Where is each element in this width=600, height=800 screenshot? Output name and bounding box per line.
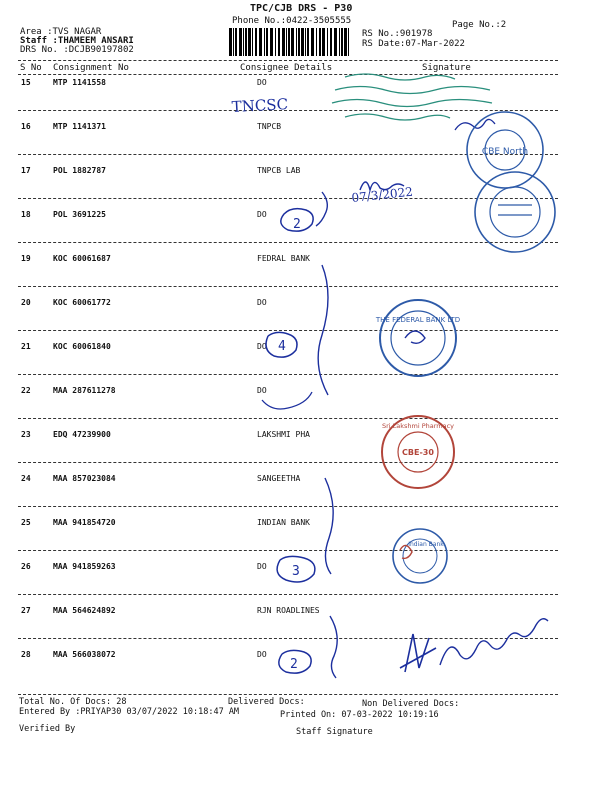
row-consignee: RJN ROADLINES xyxy=(257,606,320,615)
row-sno: 22 xyxy=(21,386,31,395)
row-consignment-no: MAA 941859263 xyxy=(53,562,116,571)
row-sno: 16 xyxy=(21,122,31,131)
document-title: TPC/CJB DRS - P30 xyxy=(250,3,353,14)
row-consignment-no: MAA 941854720 xyxy=(53,518,116,527)
row-sno: 20 xyxy=(21,298,31,307)
page-number: Page No.:2 xyxy=(452,20,507,30)
indian-bank-stamp xyxy=(393,529,447,583)
indian-bank-label: Indian Bank xyxy=(408,541,444,548)
row-consignee: DO xyxy=(257,342,267,351)
row-consignee: LAKSHMI PHA xyxy=(257,430,310,439)
underline-row22 xyxy=(262,392,312,409)
row-sno: 25 xyxy=(21,518,31,527)
handwritten-count-3: 3 xyxy=(292,564,300,579)
footer-rule xyxy=(18,694,558,695)
brace-rows27-28 xyxy=(330,616,337,678)
row-consignment-no: KOC 60061772 xyxy=(53,298,111,307)
row-sno: 24 xyxy=(21,474,31,483)
row-consignee: DO xyxy=(257,298,267,307)
row-consignment-no: MAA 564624892 xyxy=(53,606,116,615)
handwritten-tncsc: TNCSC xyxy=(231,95,289,116)
cbe30-label: CBE-30 xyxy=(402,448,434,457)
row-consignment-no: MAA 566038072 xyxy=(53,650,116,659)
row-consignment-no: EDQ 47239900 xyxy=(53,430,111,439)
row-consignee: INDIAN BANK xyxy=(257,518,310,527)
cbe-north-label: CBE North xyxy=(481,147,529,157)
federal-bank-stamp xyxy=(375,300,460,376)
rs-date: RS Date:07-Mar-2022 xyxy=(362,39,465,49)
row-sno: 23 xyxy=(21,430,31,439)
row-consignment-no: POL 3691225 xyxy=(53,210,106,219)
staff-signature: Staff Signature xyxy=(296,727,373,737)
row-consignment-no: MAA 287611278 xyxy=(53,386,116,395)
lakshmi-label: Sri Lakshmi Pharmacy xyxy=(381,422,455,430)
row-sno: 26 xyxy=(21,562,31,571)
handwritten-count-2a: 2 xyxy=(293,217,301,232)
cbe-north-stamp xyxy=(467,112,543,188)
brace-rows24-26 xyxy=(325,478,333,574)
row-consignment-no: KOC 60061687 xyxy=(53,254,111,263)
handwritten-date: 07/3/2022 xyxy=(350,184,414,205)
brace-row18 xyxy=(316,192,327,226)
row-sno: 17 xyxy=(21,166,31,175)
row-consignee: DO xyxy=(257,210,267,219)
signature-row27-mark xyxy=(400,634,436,672)
phone-number: Phone No.:0422-3505555 xyxy=(232,16,352,26)
row-consignee: DO xyxy=(257,386,267,395)
lakshmi-pharmacy-stamp xyxy=(382,416,454,488)
row-sno: 27 xyxy=(21,606,31,615)
handwritten-count-4: 4 xyxy=(278,339,286,354)
tncsc-stamp xyxy=(332,74,492,120)
col-sno: S No xyxy=(20,63,42,73)
col-signature: Signature xyxy=(422,63,471,73)
federal-bank-label: THE FEDERAL BANK LTD xyxy=(375,316,461,324)
entered-by: Entered By :PRIYAP30 03/07/2022 10:18:47 AM xyxy=(19,707,240,717)
staff-label: Staff :THAMEEM ANSARI xyxy=(20,36,134,46)
drs-number: DRS No. :DCJB90197802 xyxy=(20,45,134,55)
row-consignee: DO xyxy=(257,650,267,659)
tamil-round-stamp xyxy=(475,172,555,252)
row-consignee: DO xyxy=(257,562,267,571)
row-sno: 21 xyxy=(21,342,31,351)
verified-by: Verified By xyxy=(19,724,76,734)
delivered-docs: Delivered Docs: xyxy=(228,697,305,707)
row-sno: 28 xyxy=(21,650,31,659)
row-consignment-no: POL 1882787 xyxy=(53,166,106,175)
row-consignee: TNPCB LAB xyxy=(257,166,301,175)
row-consignee: SANGEETHA xyxy=(257,474,301,483)
handwritten-count-2b: 2 xyxy=(290,657,298,672)
row-sno: 19 xyxy=(21,254,31,263)
row-consignee: FEDRAL BANK xyxy=(257,254,310,263)
row-consignment-no: MTP 1141371 xyxy=(53,122,106,131)
total-docs: Total No. Of Docs: 28 xyxy=(19,697,127,707)
brace-rows19-22 xyxy=(318,265,328,395)
rs-number: RS No.:901978 xyxy=(362,29,433,39)
non-delivered-docs: Non Delivered Docs: xyxy=(362,699,460,709)
row-consignment-no: MAA 857023084 xyxy=(53,474,116,483)
row-consignment-no: MTP 1141558 xyxy=(53,78,106,87)
row-consignment-no: KOC 60061840 xyxy=(53,342,111,351)
row-sno: 15 xyxy=(21,78,31,87)
row-consignee: DO xyxy=(257,78,267,87)
area-label: Area :TVS NAGAR xyxy=(20,27,102,37)
row-consignee: TNPCB xyxy=(257,122,282,131)
col-consignment: Consignment No xyxy=(53,63,129,73)
row-sno: 18 xyxy=(21,210,31,219)
col-consignee: Consignee Details xyxy=(240,63,333,73)
printed-on: Printed On: 07-03-2022 10:19:16 xyxy=(280,710,439,720)
signature-row27 xyxy=(440,619,548,665)
signature-row15 xyxy=(455,119,495,130)
